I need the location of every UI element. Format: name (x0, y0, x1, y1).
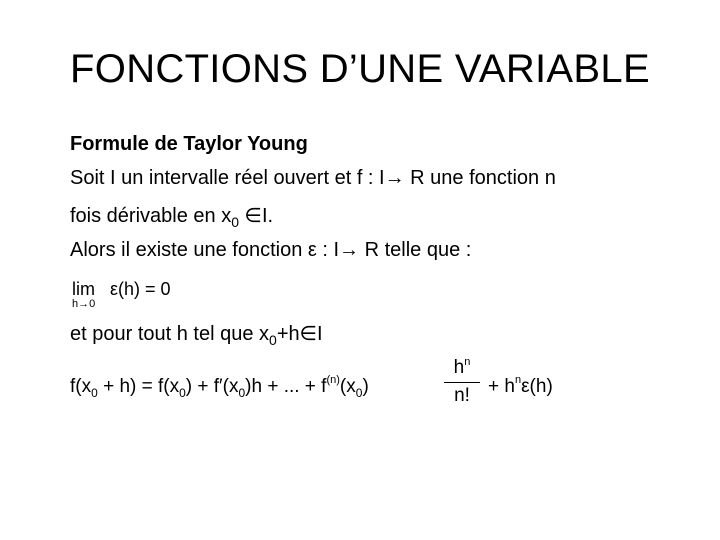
lim-expression: ε(h) = 0 (110, 279, 171, 299)
limit-formula (70, 278, 190, 318)
text-line-2 (70, 202, 273, 230)
taylor-seg-6: ) (362, 376, 369, 397)
taylor-sup-7: n (514, 374, 522, 386)
text-line-4-end: +h∈I (276, 323, 323, 345)
page-title: FONCTIONS D’UNE VARIABLE (70, 47, 650, 91)
subscript-zero: 0 (231, 214, 239, 230)
text-line-3: Alors il existe une fonction ε : I→ R telle que : (70, 239, 472, 261)
fraction-denominator: n! (454, 385, 470, 406)
taylor-sub-5: 0 (355, 386, 363, 400)
taylor-seg-2: + h) = f(x (97, 376, 180, 397)
taylor-seg-4: )h + ... + f (245, 376, 327, 397)
fraction-numerator (442, 350, 482, 380)
taylor-seg-3: ) + f′(x (185, 376, 239, 397)
taylor-sup-4: (n) (326, 374, 340, 386)
taylor-fraction (442, 350, 482, 409)
fraction-numerator-base: h (453, 357, 465, 378)
section-heading: Formule de Taylor Young (70, 133, 308, 155)
taylor-seg-1: f(x (70, 376, 92, 397)
text-line-2-end: ∈I. (239, 205, 274, 227)
text-line-4 (70, 320, 323, 348)
taylor-formula (70, 350, 630, 410)
taylor-seg-7: + h (488, 376, 515, 397)
fraction-numerator-exponent: n (464, 356, 471, 368)
taylor-right-part (488, 368, 553, 399)
taylor-left-part (70, 368, 369, 405)
taylor-sub-1: 0 (91, 386, 98, 400)
taylor-sub-2: 0 (179, 386, 186, 400)
text-line-1: Soit I un intervalle réel ouvert et f : I→ R une fonction n (70, 167, 556, 189)
lim-subscript: h→0 (72, 298, 96, 310)
taylor-sub-3: 0 (238, 386, 246, 400)
lim-operator: lim (72, 279, 95, 299)
taylor-seg-8: ε(h) (521, 376, 553, 397)
subscript-zero: 0 (269, 332, 277, 348)
taylor-seg-5: (x (339, 376, 356, 397)
text-line-4-start: et pour tout h tel que x (70, 323, 270, 345)
text-line-2-start: fois dérivable en x (70, 205, 232, 227)
